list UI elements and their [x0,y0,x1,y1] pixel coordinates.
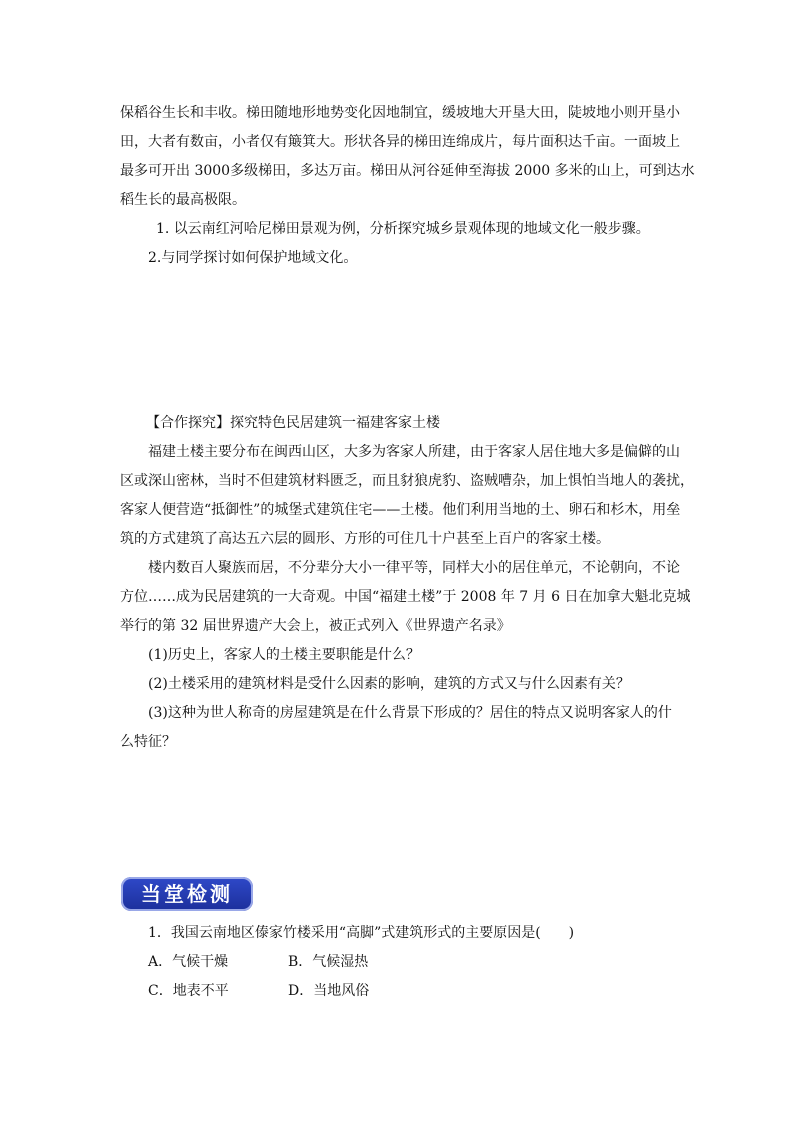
coop-paragraph-line: 筑的方式建筑了高达五六层的圆形、方形的可住几十户甚至上百户的客家土楼。 [120,531,610,547]
intro-line: 保稻谷生长和丰收。梯田随地形地势变化因地制宜，缓坡地大开垦大田，陡坡地小则开垦小 [120,105,680,121]
options-row-2 [120,977,680,1006]
check-section [120,919,680,1006]
coop-question-2: (2)土楼采用的建筑材料是受什么因素的影响，建筑的方式又与什么因素有关？ [148,676,630,692]
check-banner: 当堂检测 [121,877,253,911]
coop-paragraph-line: 楼内数百人聚族而居，不分辈分大小一律平等，同样大小的居住单元，不论朝向，不论 [148,560,680,576]
option-d[interactable]: D．当地风俗 [288,983,370,999]
options-row-1 [120,948,680,977]
coop-question-3-cont: 么特征？ [120,734,176,750]
coop-paragraph-line: 举行的第 32 届世界遗产大会上，被正式列入《世界遗产名录》 [120,618,511,634]
coop-heading: 【合作探究】探究特色民居建筑一福建客家土楼 [146,415,440,431]
coop-paragraph-line: 区或深山密林，当时不但建筑材料匮乏，而且豺狼虎豹、盗贼嘈杂，加上惧怕当地人的袭扰， [120,473,694,489]
option-a[interactable]: A．气候干燥 [148,954,229,970]
coop-question-3: (3)这种为世人称奇的房屋建筑是在什么背景下形成的？居住的特点又说明客家人的什 [148,705,672,721]
intro-line: 稻生长的最高极限。 [120,192,246,208]
coop-paragraph-line: 福建土楼主要分布在闽西山区，大多为客家人所建，由于客家人居住地大多是偏僻的山 [148,444,680,460]
intro-question-1: 1. 以云南红河哈尼梯田景观为例，分析探究城乡景观体现的地域文化一般步骤。 [156,221,650,237]
intro-line: 最多可开出 3000多级梯田，多达万亩。梯田从河谷延伸至海拔 2000 多米的山上，可到达水 [120,163,695,179]
coop-paragraph-line: 方位……成为民居建筑的一大奇观。中国“福建土楼”于 2008 年 7 月 6 日在加拿大魁北克城 [120,589,691,605]
intro-question-2: 2.与同学探讨如何保护地域文化。 [148,250,358,266]
intro-paragraph [120,99,695,273]
intro-line: 田，大者有数亩，小者仅有簸箕大。形状各异的梯田连绵成片，每片面积达千亩。一面坡上 [120,134,680,150]
check-question: 1．我国云南地区傣家竹楼采用“高脚”式建筑形式的主要原因是( ) [148,925,575,941]
option-b[interactable]: B．气候湿热 [288,954,369,970]
option-c[interactable]: C．地表不平 [148,983,229,999]
coop-question-1: (1)历史上，客家人的土楼主要职能是什么？ [148,647,420,663]
coop-paragraph-line: 客家人便营造“抵御性”的城堡式建筑住宅——土楼。他们利用当地的土、卵石和杉木，用垒 [120,502,681,518]
coop-section [120,409,694,757]
